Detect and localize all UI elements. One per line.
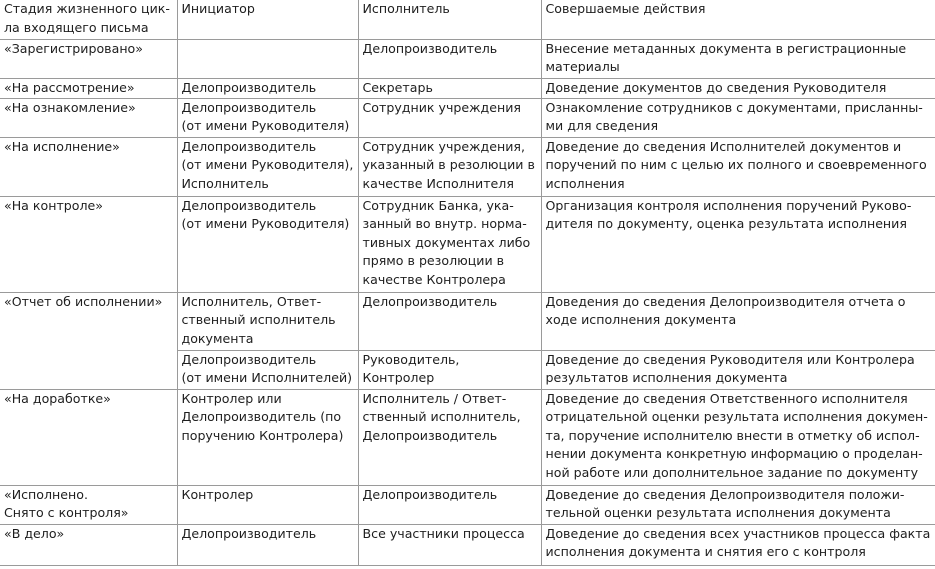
stage-cell: «В дело» xyxy=(0,524,177,565)
initiator-cell: Делопроизводитель (от имени Руководителя) xyxy=(177,196,358,292)
executor-cell: Все участники процесса xyxy=(358,524,541,565)
table-row xyxy=(0,196,935,292)
initiator-cell: Делопроизводитель (от имени Руководителя) xyxy=(177,98,358,137)
actions-cell: Доведение до сведения Делопроизводителя положи- тельной оценки результата исполнения документа xyxy=(541,485,935,524)
actions-cell: Внесение метаданных документа в регистрационные материалы xyxy=(541,39,935,78)
executor-cell: Секретарь xyxy=(358,78,541,98)
stage-cell: «На ознакомление» xyxy=(0,98,177,137)
table-row xyxy=(0,485,935,524)
executor-cell: Делопроизводитель xyxy=(358,292,541,350)
executor-cell: Руководитель, Контролер xyxy=(358,350,541,389)
stage-cell: «Отчет об исполнении» xyxy=(0,292,177,389)
table-row xyxy=(0,78,935,98)
executor-cell: Делопроизводитель xyxy=(358,39,541,78)
initiator-cell: Делопроизводитель (от имени Исполнителей) xyxy=(177,350,358,389)
header-stage: Стадия жизненного цик- ла входящего письма xyxy=(0,0,177,39)
stage-cell: «Исполнено. Снято с контроля» xyxy=(0,485,177,524)
header-initiator: Инициатор xyxy=(177,0,358,39)
executor-cell: Делопроизводитель xyxy=(358,485,541,524)
initiator-cell: Контролер xyxy=(177,485,358,524)
stage-cell: «На рассмотрение» xyxy=(0,78,177,98)
table-row xyxy=(0,524,935,565)
actions-cell: Доведения до сведения Делопроизводителя отчета о ходе исполнения документа xyxy=(541,292,935,350)
table-header-row xyxy=(0,0,935,39)
header-actions: Совершаемые действия xyxy=(541,0,935,39)
actions-cell: Доведение до сведения Руководителя или Контролера результатов исполнения документа xyxy=(541,350,935,389)
stage-cell: «На доработке» xyxy=(0,389,177,485)
executor-cell: Сотрудник учреждения xyxy=(358,98,541,137)
actions-cell: Организация контроля исполнения поручений Руково- дителя по документу, оценка результата исполнения xyxy=(541,196,935,292)
table-row xyxy=(0,137,935,196)
table-row xyxy=(0,98,935,137)
initiator-cell: Делопроизводитель xyxy=(177,78,358,98)
actions-cell: Доведение документов до сведения Руководителя xyxy=(541,78,935,98)
executor-cell: Сотрудник учреждения, указанный в резолюции в качестве Исполнителя xyxy=(358,137,541,196)
actions-cell: Доведение до сведения всех участников процесса факта исполнения документа и снятия его с контроля xyxy=(541,524,935,565)
initiator-cell: Делопроизводитель xyxy=(177,524,358,565)
table-row xyxy=(0,389,935,485)
executor-cell: Сотрудник Банка, ука- занный во внутр. норма- тивных документах либо прямо в резолюции в качестве Контролера xyxy=(358,196,541,292)
stage-cell: «На контроле» xyxy=(0,196,177,292)
stage-cell: «На исполнение» xyxy=(0,137,177,196)
actions-cell: Доведение до сведения Исполнителей документов и поручений по ним с целью их полного и своевременного исполнения xyxy=(541,137,935,196)
initiator-cell: Исполнитель, Ответ- ственный исполнитель документа xyxy=(177,292,358,350)
initiator-cell xyxy=(177,39,358,78)
table-row xyxy=(0,39,935,78)
stage-cell: «Зарегистрировано» xyxy=(0,39,177,78)
actions-cell: Ознакомление сотрудников с документами, присланны- ми для сведения xyxy=(541,98,935,137)
header-executor: Исполнитель xyxy=(358,0,541,39)
table-row xyxy=(0,292,935,350)
executor-cell: Исполнитель / Ответ- ственный исполнитель, Делопроизводитель xyxy=(358,389,541,485)
initiator-cell: Делопроизводитель (от имени Руководителя), Исполнитель xyxy=(177,137,358,196)
actions-cell: Доведение до сведения Ответственного исполнителя отрицательной оценки результата исполнения докумен- та, поручение исполнителю внести в отметку об испол- нении документа конкретную информацию о проделан- ной работе или дополнительное задание по документу xyxy=(541,389,935,485)
initiator-cell: Контролер или Делопроизводитель (по поручению Контролера) xyxy=(177,389,358,485)
